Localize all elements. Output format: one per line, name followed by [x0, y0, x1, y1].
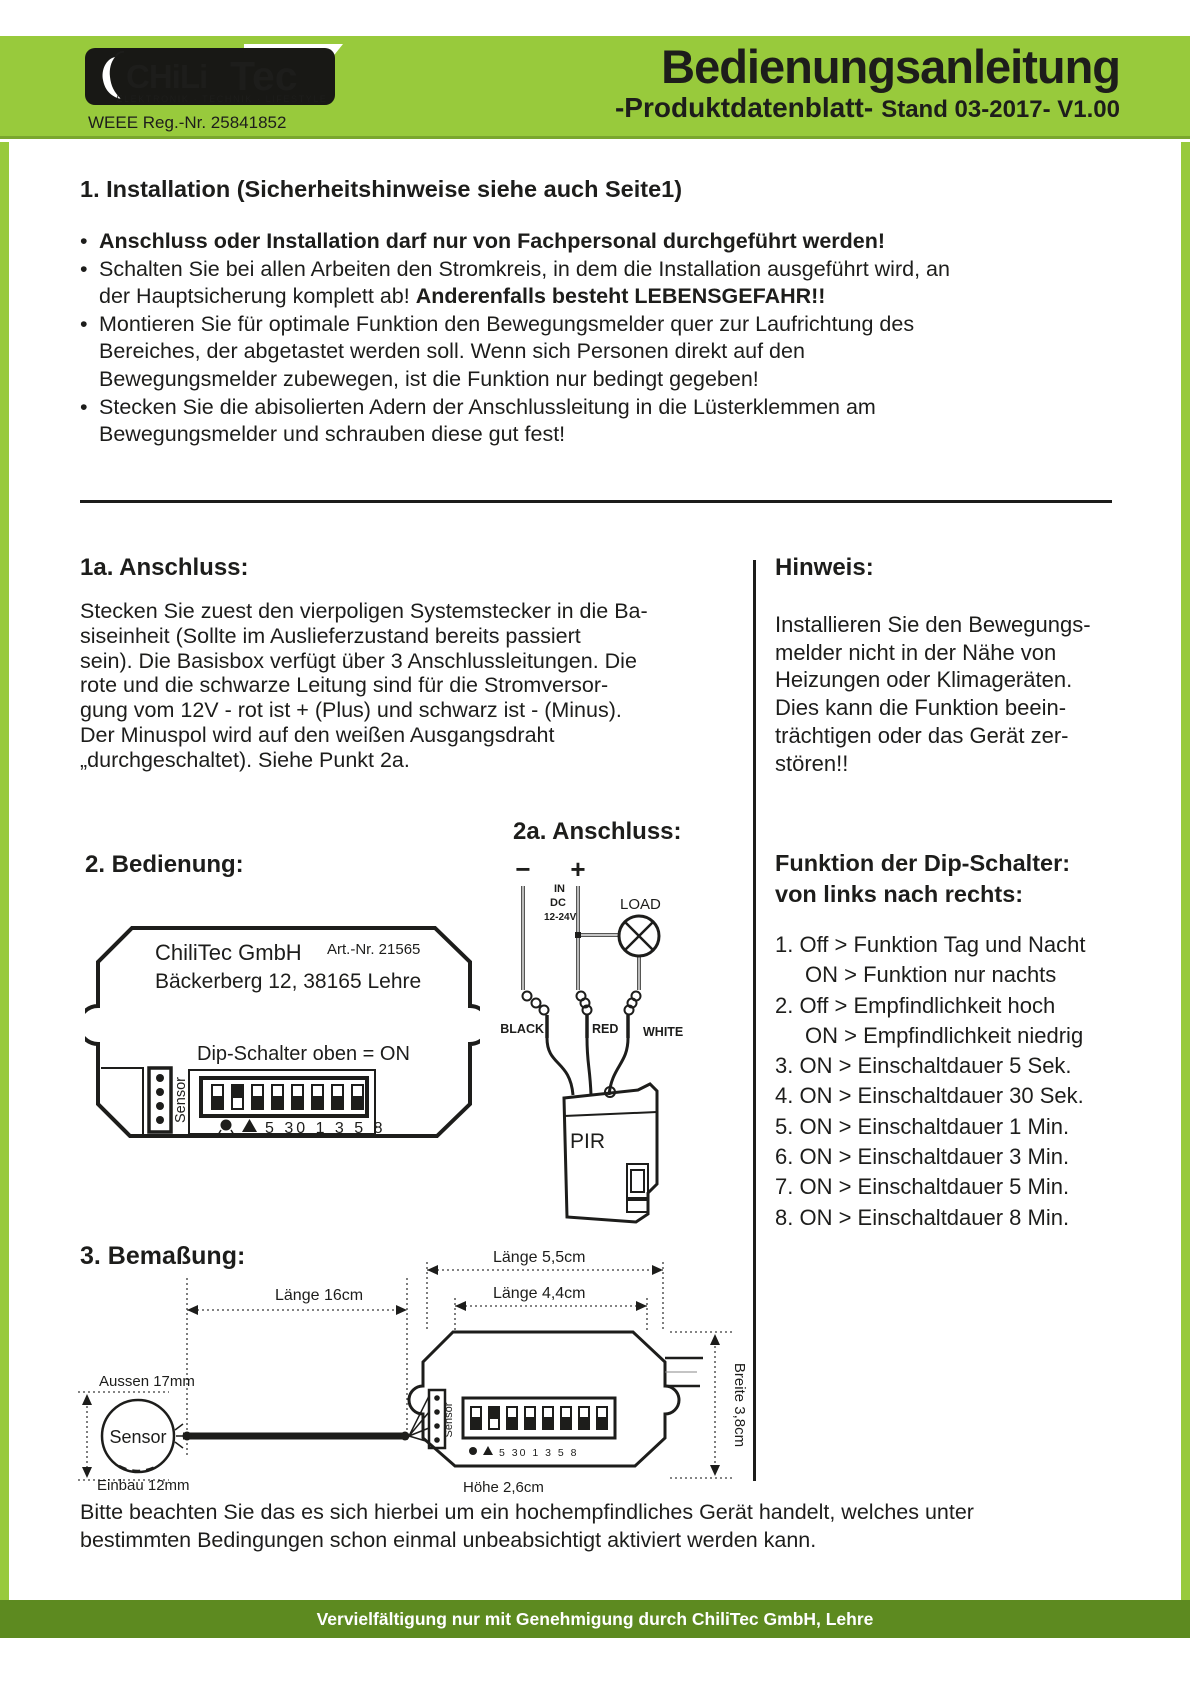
- header-titles: [615, 38, 1120, 124]
- white-wire-label: WHITE: [643, 1025, 684, 1039]
- left-border: [0, 142, 9, 1600]
- bullet-item-cont: der Hauptsicherung komplett ab! Anderenfalls besteht LEBENSGEFAHR!!: [99, 284, 826, 309]
- dip-function-list: 1. Off > Funktion Tag und Nacht ON > Funktion nur nachts 2. Off > Empfindlichkeit hoch ON > Empfindlichkeit niedrig 3. ON > Einschaltdauer 5 Sek. 4. ON > Einschaltdauer 30 Sek. 5. ON > Einschaltdauer 1 Min. 6. ON > Einschaltdauer 3 Min. 7. ON > Einschaltdauer 5 Min. 8. ON > Einschaltdauer 8 Min.: [775, 932, 1086, 1230]
- wire-red: [575, 886, 619, 1095]
- section1-heading: 1. Installation (Sicherheitshinweise siehe auch Seite1): [80, 176, 683, 202]
- black-wire-label: BLACK: [500, 1022, 544, 1036]
- header-band: [0, 36, 1190, 139]
- red-wire-label: RED: [592, 1022, 619, 1036]
- device-company: ChiliTec GmbH: [155, 940, 302, 965]
- bullet-item-cont: Bereiches, der abgetastet werden soll. Wenn sich Personen direkt auf den: [99, 339, 805, 364]
- device-art-nr: Art.-Nr. 21565: [327, 941, 421, 958]
- einbau-label: Einbau 12mm: [97, 1477, 190, 1494]
- plus-label: +: [570, 854, 586, 884]
- bottom-note: Bitte beachten Sie das es sich hierbei um ein hochempfindliches Gerät handelt, welches unter bestimmten Bedingungen schon einmal unbeabsichtigt aktiviert werden kann.: [80, 1500, 974, 1552]
- dip-switches: [211, 1084, 364, 1110]
- dip-numbers-small: 5 30 1 3 5 8: [499, 1447, 579, 1459]
- logo-tagline: ELEKTRONIK · TECHNIK · LIFESTYLE: [116, 94, 328, 104]
- dip-function-heading: Funktion der Dip-Schalter: von links nach rechts:: [775, 850, 1071, 907]
- in-label: IN: [554, 883, 565, 895]
- device-address: Bäckerberg 12, 38165 Lehre: [155, 970, 422, 993]
- dc-label: DC: [550, 897, 566, 909]
- pcb-contour: [101, 1068, 143, 1134]
- lamp-icon: [221, 1120, 232, 1131]
- device-drawing: [85, 920, 480, 1160]
- footer-text: Vervielfältigung nur mit Genehmigung durch ChiliTec GmbH, Lehre: [316, 1608, 874, 1629]
- triangle-icon-small: [483, 1446, 493, 1455]
- hinweis-paragraph: Installieren Sie den Bewegungs- melder nicht in der Nähe von Heizungen oder Klimageräten. Dies kann die Funktion beein- trächtigen oder das Gerät zer- stören!!: [775, 612, 1091, 776]
- bullet-item: • Schalten Sie bei allen Arbeiten den Stromkreis, in dem die Installation ausgeführt wird, an: [80, 256, 950, 281]
- section3-heading: 3. Bemaßung:: [80, 1242, 246, 1270]
- horizontal-rule: [80, 500, 1112, 503]
- dip-numbers: 5 30 1 3 5 8: [265, 1120, 386, 1137]
- sensor-connector-label: Sensor: [173, 1077, 189, 1123]
- laenge44-label: Länge 4,4cm: [493, 1285, 586, 1302]
- triangle-icon: [242, 1119, 257, 1132]
- bullet-item: • Stecken Sie die abisolierten Adern der Anschlussleitung in die Lüsterklemmen am: [80, 394, 876, 419]
- bullet-item: • Anschluss oder Installation darf nur von Fachpersonal durchgeführt werden!: [80, 229, 886, 253]
- footer-band: [0, 1600, 1190, 1638]
- dimension-drawing: [75, 1240, 765, 1502]
- section2-heading: 2. Bedienung:: [85, 851, 244, 878]
- volt-label: 12-24V: [544, 912, 577, 923]
- wiring-diagram: [490, 852, 725, 1232]
- logo-text-tec: Tec: [230, 53, 298, 99]
- bullet-item: • Montieren Sie für optimale Funktion den Bewegungsmelder quer zur Laufrichtung des: [80, 311, 915, 336]
- load-lamp-icon: [619, 916, 659, 956]
- bullet-item-cont: Bewegungsmelder und schrauben diese gut fest!: [99, 422, 566, 447]
- logo-text-chili: CHiLi: [126, 58, 208, 95]
- dip-switch-block-small: [463, 1398, 615, 1438]
- cable-fan-left: [175, 1424, 183, 1448]
- section1a-heading: 1a. Anschluss:: [80, 554, 249, 581]
- page-title: Bedienungsanleitung: [661, 40, 1120, 93]
- pir-unit: [564, 1084, 657, 1222]
- dip-switches-small: [470, 1406, 608, 1430]
- weee-number: WEEE Reg.-Nr. 25841852: [88, 113, 287, 132]
- hinweis-heading: Hinweis:: [775, 554, 874, 581]
- minus-label: −: [515, 854, 531, 884]
- laenge55-label: Länge 5,5cm: [493, 1249, 586, 1266]
- lamp-icon-small: [469, 1447, 477, 1455]
- laenge16-label: Länge 16cm: [275, 1287, 364, 1304]
- right-border: [1181, 142, 1190, 1600]
- hoehe-label: Höhe 2,6cm: [463, 1479, 544, 1496]
- page-subtitle: -Produktdatenblatt-: [614, 92, 874, 123]
- section2a-heading: 2a. Anschluss:: [513, 818, 682, 845]
- cable-fan-right: [409, 1396, 429, 1442]
- breite-label: Breite 3,8cm: [731, 1362, 748, 1448]
- chilitec-logo: [84, 44, 344, 110]
- aussen-label: Aussen 17mm: [99, 1373, 195, 1390]
- device-dip-note: Dip-Schalter oben = ON: [197, 1043, 410, 1065]
- section1a-paragraph: Stecken Sie zuest den vierpoligen Systemstecker in die Ba- siseinheit (Sollte im Auslieferzustand bereits passiert sein). Die Basisbox verfügt über 3 Anschlussleitungen. Die rote und die schwarze Leitung sind für die Stromversor- gung vom 12V - rot ist + (Plus) und schwarz ist - (Minus). Der Minuspol wird auf den weißen Ausgangsdraht „durchgeschaltet). Siehe Punkt 2a.: [80, 599, 648, 772]
- sensor-connector-label-small: Sensor: [443, 1402, 455, 1438]
- pir-label: PIR: [570, 1130, 606, 1153]
- bullet-item-cont: Bewegungsmelder zubewegen, ist die Funktion nur bedingt gegeben!: [99, 366, 759, 391]
- installation-bullets: [80, 228, 1120, 449]
- sensor-label: Sensor: [109, 1427, 167, 1447]
- version-stamp: Stand 03-2017- V1.00: [881, 96, 1120, 123]
- load-label: LOAD: [620, 896, 661, 913]
